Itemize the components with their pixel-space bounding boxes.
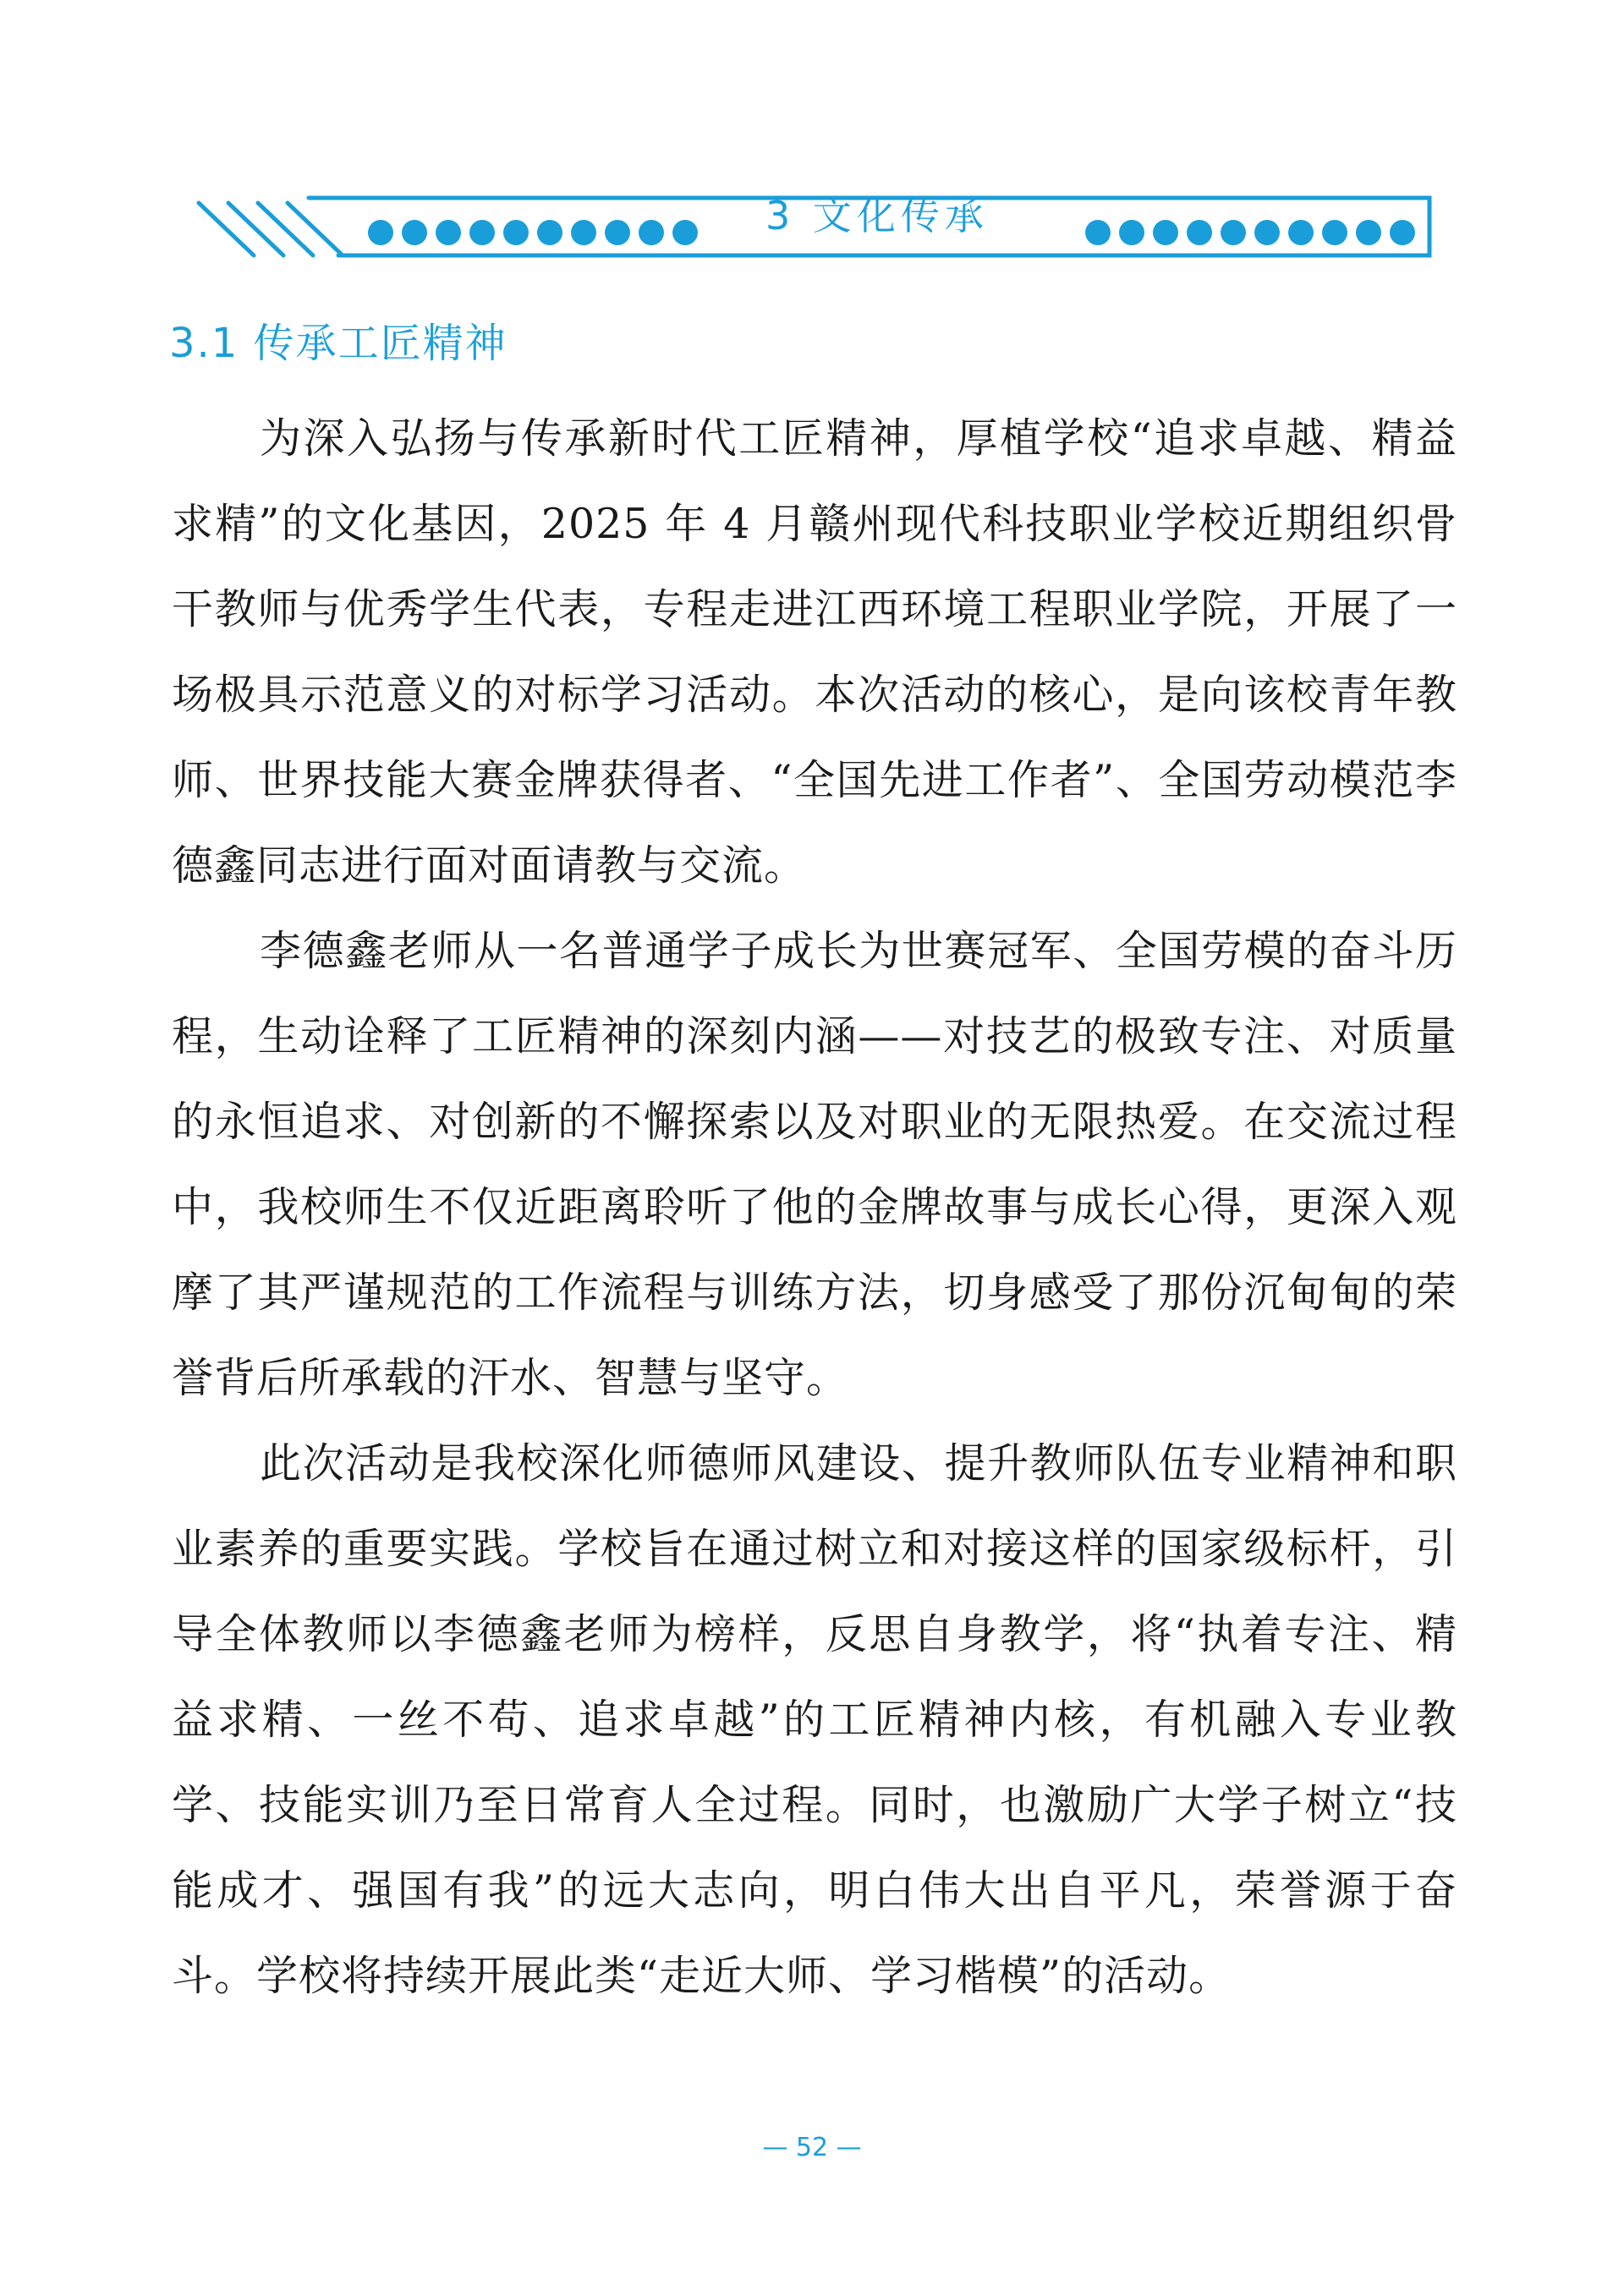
section-heading: 3.1 传承工匠精神 [169, 320, 508, 367]
dots-right [1085, 220, 1415, 245]
paragraph-2: 李德鑫老师从一名普通学子成长为世赛冠军、全国劳模的奋斗历程，生动诠释了工匠精神的深刻内涵——对技艺的极致专注、对质量的永恒追求、对创新的不懈探索以及对职业的无限热爱。在交流过程中，我校师生不仅近距离聆听了他的金牌故事与成长心得，更深入观摩了其严谨规范的工作流程与训练方法，切身感受了那份沉甸甸的荣誉背后所承载的汗水、智慧与坚守。 [172, 927, 1457, 1402]
decor-slash-2 [228, 203, 283, 255]
decor-slash-3 [258, 203, 313, 255]
chapter-banner [0, 0, 1624, 288]
page-number: — 52 — [762, 2133, 862, 2162]
dots-left [368, 220, 698, 245]
decor-slash-4 [288, 203, 343, 255]
paragraph-1: 为深入弘扬与传承新时代工匠精神，厚植学校“追求卓越、精益求精”的文化基因，2025 年 4 月赣州现代科技职业学校近期组织骨干教师与优秀学生代表，专程走进江西环境工程职业学院，开展了一场极具示范意义的对标学习活动。本次活动的核心，是向该校青年教师、世界技能大赛金牌获得者、“全国先进工作者”、全国劳动模范李德鑫同志进行面对面请教与交流。 [172, 414, 1457, 890]
chapter-title: 3 文化传承 [765, 193, 989, 238]
banner-decoration [0, 0, 1624, 288]
article-body [172, 396, 1457, 2019]
decor-slash-1 [199, 203, 254, 255]
paragraph-3: 此次活动是我校深化师德师风建设、提升教师队伍专业精神和职业素养的重要实践。学校旨在通过树立和对接这样的国家级标杆，引导全体教师以李德鑫老师为榜样，反思自身教学，将“执着专注、精益求精、一丝不苟、追求卓越”的工匠精神内核，有机融入专业教学、技能实训乃至日常育人全过程。同时，也激励广大学子树立“技能成才、强国有我”的远大志向，明白伟大出自平凡，荣誉源于奋斗。学校将持续开展此类“走近大师、学习楷模”的活动。 [172, 1439, 1457, 2000]
